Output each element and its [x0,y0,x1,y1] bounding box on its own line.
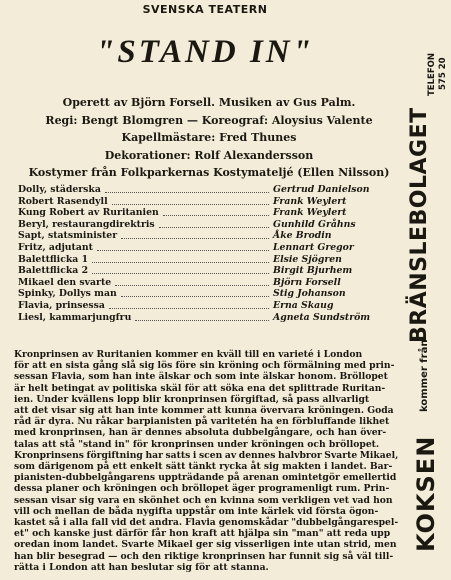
advert-brand: BRÄNSLEBOLAGET [407,107,432,343]
credit-line-conductor: Kapellmästare: Fred Thunes [121,131,297,145]
cast-role: Sapt, statsminister [18,230,118,242]
credits-block [14,94,404,182]
synopsis [14,349,398,573]
synopsis-line: kastet så i alla fall vid det andra. Flavia genomskådar "dubbelgångarespel- [14,517,399,529]
cast-actor: Lennart Gregor [273,241,354,253]
cast-role: Kung Robert av Ruritanien [18,207,159,219]
synopsis-line: sessan Flavia, som han inte älskar och som inte älskar honom. Bröllopet [14,371,388,383]
cast-role: Mikael den svarte [18,276,112,288]
cast-row [18,288,410,300]
dot-leader [121,238,269,239]
cast-row [18,219,410,231]
dot-leader [92,262,269,263]
cast-role: Balettflicka 1 [18,253,89,265]
cast-role: Spinky, Dollys man [18,288,117,300]
synopsis-line: et" och kanske just därför får hon kraft att hjälpa sin "man" att reda upp [14,528,391,540]
cast-actor: Stig Johanson [273,288,346,300]
cast-row [18,242,410,254]
cast-role: Dolly, städerska [18,184,101,195]
dot-leader [112,204,269,205]
synopsis-line: är helt betingat av politiska skäl för att söka ena det splittrade Ruritan- [14,382,386,394]
cast-actor: Frank Weylert [273,195,347,207]
cast-role: Liesl, kammarjungfru [18,311,132,323]
cast-role: Balettflicka 2 [18,265,89,277]
advert-tagline: kommer från [419,339,430,412]
synopsis-line: sessan visar sig vara en skönhet och en kvinna som verkligen vet vad hon [14,494,393,506]
cast-actor: Agneta Sundström [273,311,371,323]
cast-actor: Gertrud Danielson [273,184,370,195]
credit-line-sets: Dekorationer: Rolf Alexandersson [104,148,314,162]
synopsis-line: rätta i London att han beslutar sig för att stanna. [14,561,269,573]
synopsis-line: som därigenom på ett enkelt sätt tänkt rycka åt sig makten i landet. Bar- [14,461,393,473]
cast-row [18,184,410,196]
dot-leader [105,192,269,193]
synopsis-line: för att en sista gång slå sig lös före sin kröning och förmälning med prin- [14,360,395,372]
dot-leader [92,273,269,274]
synopsis-line: ien. Under kvällens lopp blir kronprinsen förgiftad, så pass allvarligt [14,393,370,405]
cast-actor: Björn Forsell [273,276,341,288]
dot-leader [115,285,269,286]
cast-role: Fritz, adjutant [18,241,93,253]
cast-actor: Frank Weylert [273,207,347,219]
dot-leader [97,250,269,251]
dot-leader [109,308,269,309]
show-title: "STAND IN" [96,34,314,70]
cast-actor: Elsie Sjögren [273,253,342,265]
advert-phone-label: TELEFON [427,53,437,96]
dot-leader [159,227,269,228]
cast-role: Flavia, prinsessa [18,299,105,311]
cast-row [18,300,410,312]
cast-list [18,184,410,323]
synopsis-line: talas att stå "stand in" för kronprinsen under kröningen och bröllopet. [14,438,380,450]
cast-role: Robert Rasendyll [18,195,108,207]
synopsis-line: pianisten-dubbelgångarens uppträdande på arenan omintetgör emellertid [14,472,397,484]
dot-leader [121,296,269,297]
synopsis-line: oredan inom landet. Svarte Mikael ger sig visserligen inte utan strid, men [14,539,397,551]
synopsis-line: att det visar sig att han inte kommer att kunna övervara kröningen. Goda [14,405,394,417]
credit-line-author: Operett av Björn Forsell. Musiken av Gus Palm. [62,96,356,109]
cast-row [18,230,410,242]
synopsis-line: han blir besegrad — och den riktige kronprinsen har funnit sig så väl till- [14,550,394,562]
cast-actor: Erna Skaug [273,299,334,311]
cast-row [18,265,410,277]
cast-row [18,196,410,208]
side-advert [409,0,451,580]
synopsis-line: råd är dyra. Nu råkar barpianisten på varitetén ha en förbluffande likhet [14,416,390,428]
cast-role: Beryl, restaurangdirektris [18,218,155,230]
dot-leader [163,215,269,216]
dot-leader [135,320,269,321]
credit-line-director: Regi: Bengt Blomgren — Koreograf: Aloysius Valente [45,113,373,127]
synopsis-line: Kronprinsens förgiftning har satts i scen av dennes halvbror Svarte Mikael, [14,449,399,461]
credit-line-costumes: Kostymer från Folkparkernas Kostymateljé (Ellen Nilsson) [28,166,390,180]
cast-row [18,207,410,219]
advert-product: KOKSEN [412,435,440,552]
synopsis-line: Kronprinsen av Ruritanien kommer en kväll till en varieté i London [14,349,363,360]
cast-actor: Gunhild Gråhns [273,218,356,230]
synopsis-line: dessa planer och kröningen och bröllopet äger programenligt rum. Prin- [14,483,390,495]
cast-actor: Birgit Bjurhem [273,265,353,277]
cast-row [18,312,410,324]
synopsis-line: med kronprinsen, han är dennes absoluta dubbelgångare, och han över- [14,427,387,439]
advert-phone-number: 575 20 [438,57,448,90]
cast-row [18,254,410,266]
cast-row [18,277,410,289]
synopsis-line: vill och mellan de båda nygifta uppstår om inte kärlek vid första ögon- [14,505,379,517]
cast-actor: Åke Brodin [273,230,332,242]
theatre-name: SVENSKA TEATERN [142,3,268,16]
